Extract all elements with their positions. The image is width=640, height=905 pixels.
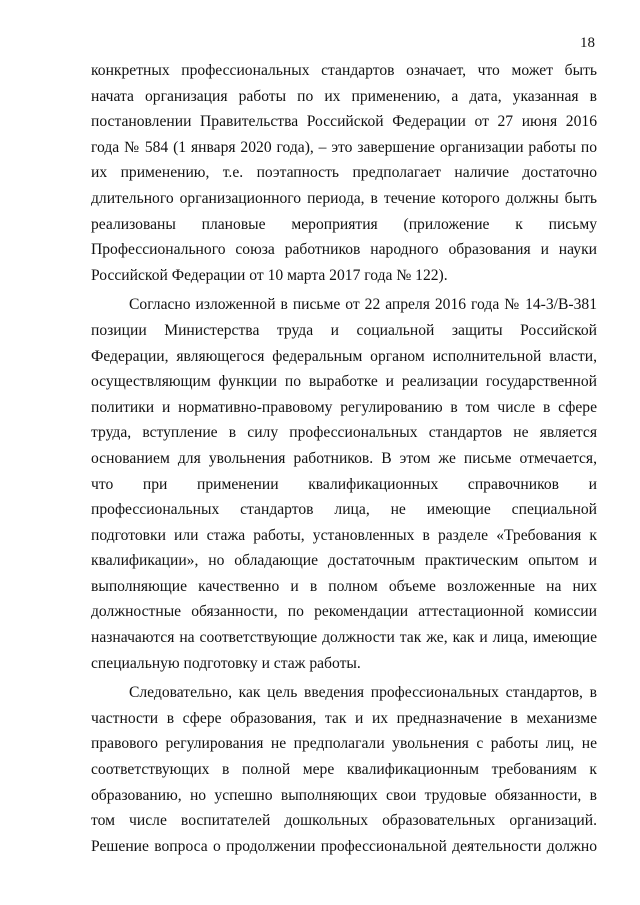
- text-line: труда, вступление в силу профессиональных стандартов не является: [91, 424, 597, 442]
- text-line: длительного организационного периода, в течение которого должны быть: [91, 189, 597, 207]
- text-line: конкретных профессиональных стандартов означает, что может быть: [91, 62, 597, 79]
- text-line: позиции Министерства труда и социальной защиты Российской: [91, 321, 597, 339]
- text-line: подготовки или стажа работы, установленных в разделе «Требования к: [91, 526, 597, 544]
- text-line: Решение вопроса о продолжении профессиональной деятельности должно: [91, 837, 597, 855]
- text-line: квалификации», но обладающие достаточным практическим опытом и: [91, 552, 597, 570]
- text-line: постановлении Правительства Российской Федерации от 27 июня 2016: [91, 113, 597, 131]
- paragraph-3: [91, 680, 597, 859]
- text-line: Следовательно, как цель введения профессиональных стандартов, в: [129, 684, 597, 702]
- text-line: соответствующих в полной мере квалификационным требованиям к: [91, 761, 597, 779]
- text-line: Федерации, являющегося федеральным органом исполнительной власти,: [91, 347, 597, 365]
- text-line: образованию, но успешно выполняющих свои трудовые обязанности, в: [91, 786, 597, 804]
- text-line: основанием для увольнения работников. В этом же письме отмечается,: [91, 449, 597, 467]
- text-line: Согласно изложенной в письме от 22 апреля 2016 года № 14-3/В-381: [129, 296, 597, 314]
- text-line: выполняющие качественно и в полном объеме возложенные на них: [91, 577, 597, 595]
- text-line: реализованы плановые мероприятия (приложение к письму: [91, 215, 597, 233]
- text-line: Профессионального союза работников народного образования и науки: [91, 241, 597, 259]
- text-line: должностные обязанности, по рекомендации аттестационной комиссии: [91, 603, 597, 621]
- text-line: профессиональных стандартов лица, не имеющие специальной: [91, 501, 597, 519]
- document-body: [91, 58, 597, 859]
- text-line: правового регулирования не предполагали увольнения с работы лиц, не: [91, 735, 597, 753]
- text-line: Российской Федерации от 10 марта 2017 года № 122).: [91, 266, 448, 284]
- text-line: том числе воспитателей дошкольных образовательных организаций.: [91, 812, 597, 830]
- page-number: 18: [580, 35, 595, 51]
- text-line: что при применении квалификационных справочников и: [91, 475, 597, 493]
- text-line: частности в сфере образования, так и их предназначение в механизме: [91, 709, 597, 727]
- text-line: назначаются на соответствующие должности так же, как и лица, имеющие: [91, 629, 597, 647]
- paragraph-2: [91, 292, 597, 676]
- text-line: их применению, т.е. поэтапность предполагает наличие достаточно: [91, 164, 597, 182]
- text-line: политики и нормативно-правовому регулированию в том числе в сфере: [91, 398, 597, 416]
- text-line: начата организация работы по их применению, а дата, указанная в: [91, 87, 597, 105]
- text-line: осуществляющим функции по выработке и реализации государственной: [91, 373, 597, 391]
- paragraph-1: [91, 58, 597, 288]
- text-line: специальную подготовку и стаж работы.: [91, 654, 361, 672]
- text-line: года № 584 (1 января 2020 года), – это завершение организации работы по: [91, 138, 597, 156]
